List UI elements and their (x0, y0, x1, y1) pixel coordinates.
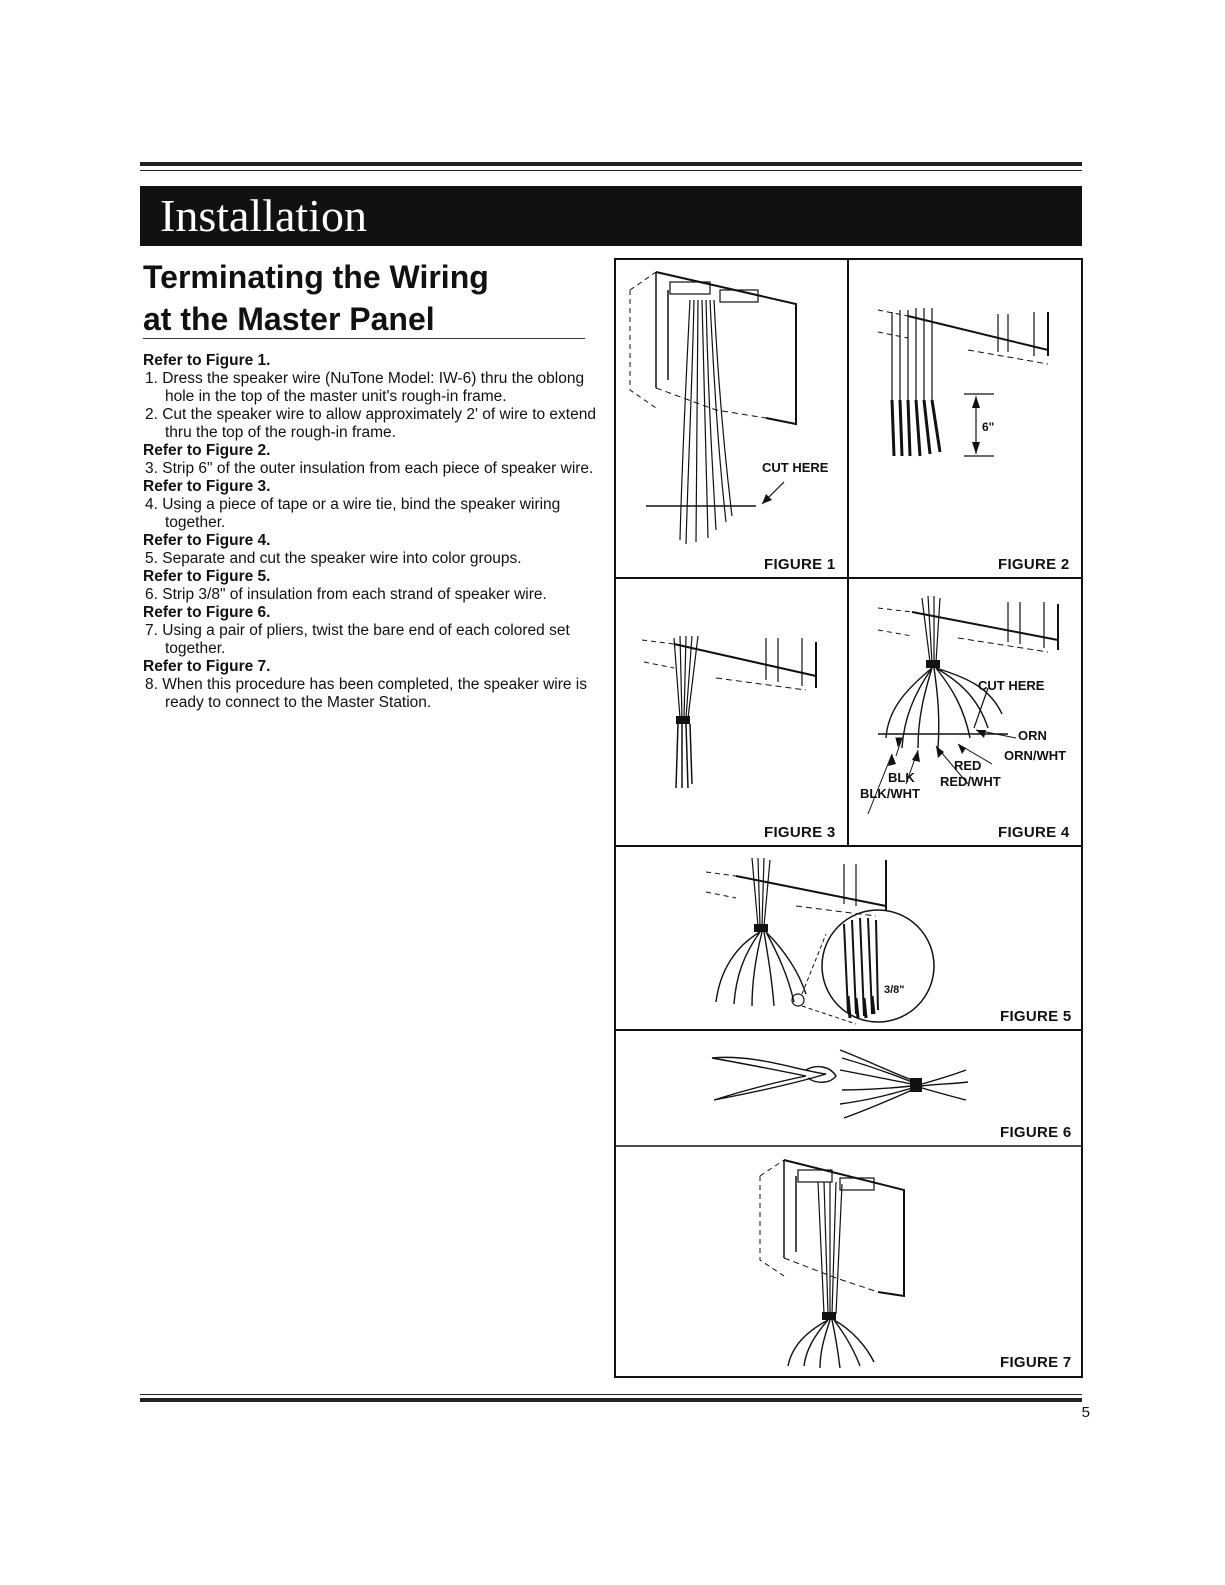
instruction-step: 8. When this procedure has been completed, the speaker wire is ready to connect to the Master Station. (145, 676, 587, 711)
figure-reference: Refer to Figure 2. (143, 442, 271, 459)
figure-1-illustration (616, 260, 848, 578)
figure-4-illustration (848, 578, 1081, 846)
figure-3 (616, 578, 848, 846)
bottom-rule-thin (140, 1394, 1082, 1395)
section-title: Installation (160, 190, 367, 241)
instruction-step: 7. Using a pair of pliers, twist the bare end of each colored set together. (145, 622, 570, 657)
figure-1 (616, 260, 848, 578)
figure-4-label: FIGURE 4 (998, 824, 1070, 841)
figure-5 (616, 846, 1081, 1030)
instruction-steps (143, 352, 598, 712)
figure-4 (848, 578, 1081, 846)
figure-reference: Refer to Figure 5. (143, 568, 271, 585)
figure-7 (616, 1146, 1081, 1376)
top-rule-thick (140, 162, 1082, 166)
figure-7-label: FIGURE 7 (1000, 1354, 1072, 1371)
wire-label-blk-wht: BLK/WHT (860, 786, 920, 801)
top-rule-thin (140, 170, 1082, 171)
figure-3-label: FIGURE 3 (764, 824, 836, 841)
instruction-step: 6. Strip 3/8" of insulation from each strand of speaker wire. (145, 586, 547, 603)
figure-reference: Refer to Figure 7. (143, 658, 271, 675)
figure-6-label: FIGURE 6 (1000, 1124, 1072, 1141)
wire-label-blk: BLK (888, 770, 915, 785)
page-heading (143, 256, 583, 340)
figure-5-illustration (616, 846, 1081, 1030)
bottom-rule-thick (140, 1398, 1082, 1402)
instruction-step: 2. Cut the speaker wire to allow approximately 2' of wire to extend thru the top of the rough-in frame. (145, 406, 596, 441)
figure-5-label: FIGURE 5 (1000, 1008, 1072, 1025)
figure-reference: Refer to Figure 3. (143, 478, 271, 495)
heading-underline (143, 338, 585, 339)
heading-line-2: at the Master Panel (143, 301, 435, 337)
figure-7-illustration (616, 1146, 1081, 1376)
instruction-step: 4. Using a piece of tape or a wire tie, bind the speaker wiring together. (145, 496, 561, 531)
figure-reference: Refer to Figure 6. (143, 604, 271, 621)
wire-label-red-wht: RED/WHT (940, 774, 1001, 789)
dimension-3-8-inch: 3/8" (884, 984, 905, 996)
figure-2 (848, 260, 1081, 578)
page-number: 5 (1081, 1404, 1090, 1421)
figure-3-illustration (616, 578, 848, 846)
wire-label-orn: ORN (1018, 728, 1047, 743)
figure-panel (614, 258, 1083, 1378)
cut-here-note: CUT HERE (762, 460, 829, 475)
instruction-step: 3. Strip 6" of the outer insulation from each piece of speaker wire. (145, 460, 594, 477)
figure-6 (616, 1030, 1081, 1146)
cut-here-note: CUT HERE (978, 678, 1045, 693)
figure-2-label: FIGURE 2 (998, 556, 1070, 573)
instruction-step: 1. Dress the speaker wire (NuTone Model: IW-6) thru the oblong hole in the top of the master unit's rough-in frame. (145, 370, 585, 405)
wire-label-red: RED (954, 758, 982, 773)
figure-1-label: FIGURE 1 (764, 556, 836, 573)
figure-reference: Refer to Figure 4. (143, 532, 271, 549)
heading-line-1: Terminating the Wiring (143, 259, 489, 295)
wire-label-orn-wht: ORN/WHT (1004, 748, 1067, 763)
dimension-6-inch: 6" (982, 420, 995, 434)
figure-reference: Refer to Figure 1. (143, 352, 271, 369)
figure-2-illustration (848, 260, 1081, 578)
instruction-step: 5. Separate and cut the speaker wire into color groups. (145, 550, 522, 567)
section-banner (140, 186, 1082, 246)
